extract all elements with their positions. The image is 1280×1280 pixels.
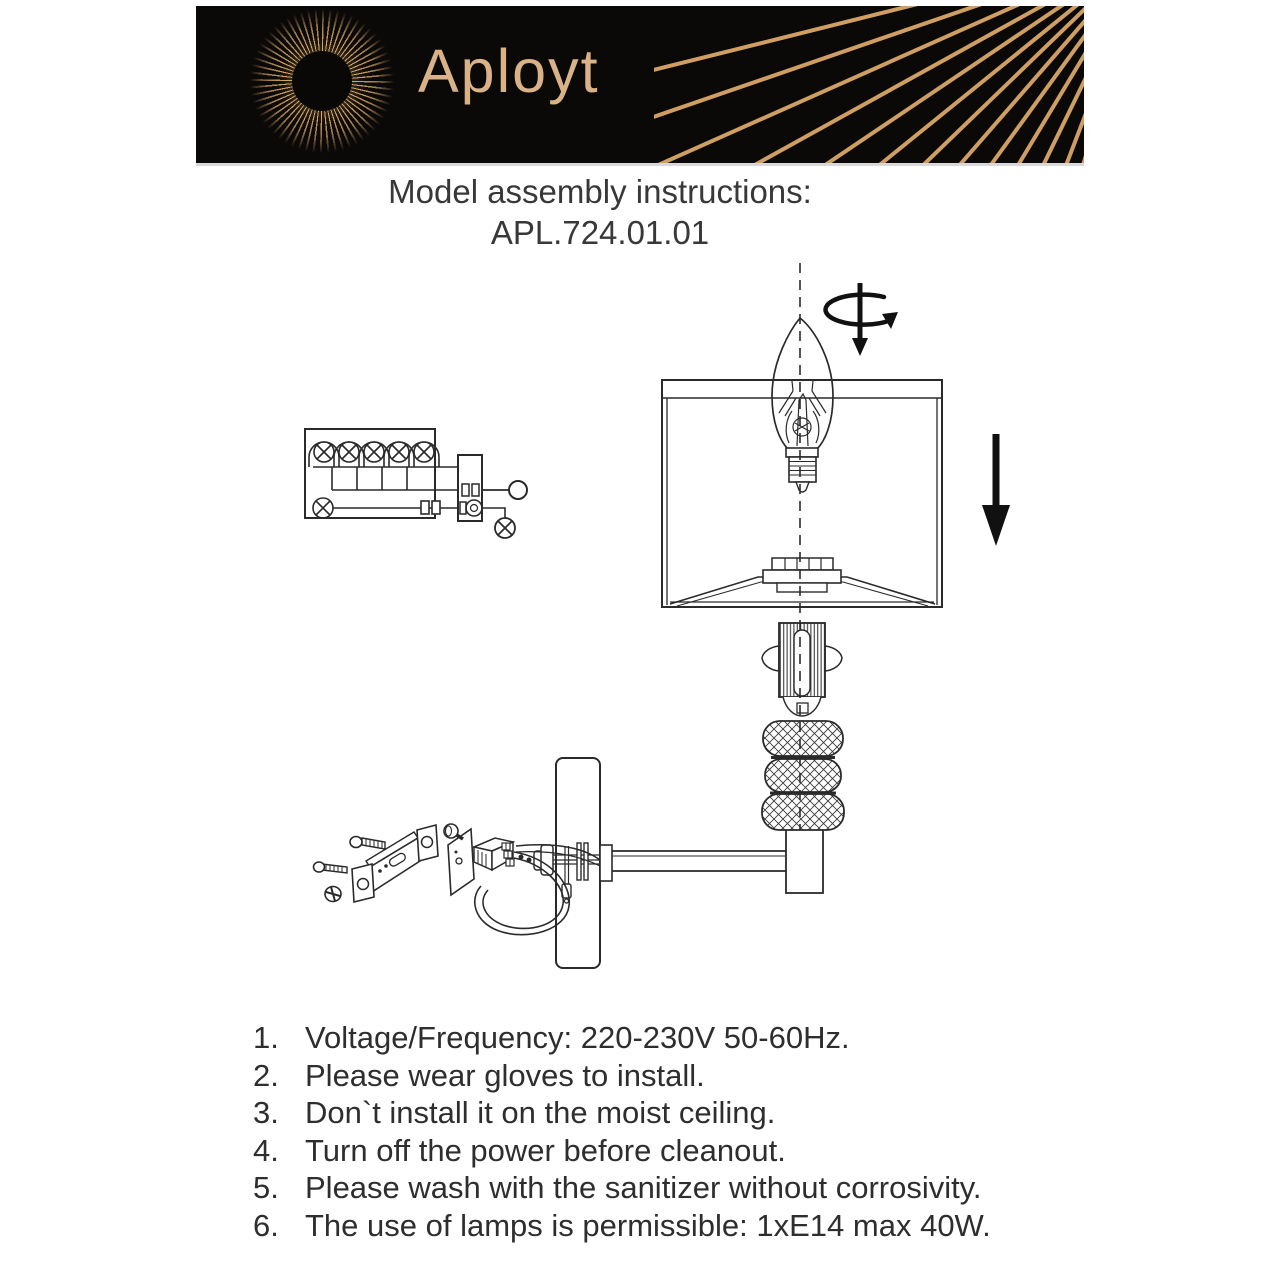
item-text: Turn off the power before cleanout.	[305, 1132, 786, 1168]
instruction-item	[253, 1019, 991, 1057]
item-text: Please wash with the sanitizer without corrosivity.	[305, 1170, 982, 1205]
item-text: The use of lamps is permissible: 1xE14 max 40W.	[305, 1207, 991, 1243]
item-number: 5.	[253, 1170, 279, 1205]
item-number: 1.	[253, 1020, 279, 1055]
bolt	[444, 824, 463, 839]
switch-terminal-block	[458, 455, 482, 521]
rotate-arrow-icon	[826, 283, 898, 356]
item-text: Don`t install it on the moist ceiling.	[305, 1095, 776, 1130]
shade-assembly	[662, 318, 942, 607]
item-number: 3.	[253, 1095, 279, 1130]
socket-and-beads	[762, 623, 844, 893]
instruction-list	[253, 1019, 991, 1244]
wiring-diagram	[305, 429, 527, 538]
item-number: 6.	[253, 1207, 279, 1243]
e14-candle-bulb	[772, 318, 833, 492]
lamp-socket	[779, 623, 825, 716]
shade-socket-mount	[763, 558, 841, 592]
terminal-block	[474, 838, 514, 870]
instruction-item	[253, 1057, 991, 1095]
wall-mount-assembly	[314, 758, 787, 968]
instruction-item	[253, 1094, 991, 1132]
crystal-beads	[762, 721, 844, 830]
title-line1: Model assembly instructions:	[388, 173, 812, 210]
instruction-item	[253, 1169, 991, 1207]
item-text: Please wear gloves to install.	[305, 1057, 705, 1093]
instruction-item	[253, 1132, 991, 1170]
mounting-bracket	[352, 825, 438, 902]
instruction-item	[253, 1207, 991, 1245]
item-text: Voltage/Frequency: 220-230V 50-60Hz.	[305, 1020, 850, 1055]
title-model-code: APL.724.01.01	[490, 214, 710, 251]
down-arrow-icon	[982, 434, 1010, 546]
brand-name: Aployt	[418, 37, 600, 105]
item-number: 2.	[253, 1057, 279, 1093]
item-number: 4.	[253, 1132, 279, 1168]
wall-arm	[612, 851, 786, 871]
candle-cup	[786, 829, 823, 893]
